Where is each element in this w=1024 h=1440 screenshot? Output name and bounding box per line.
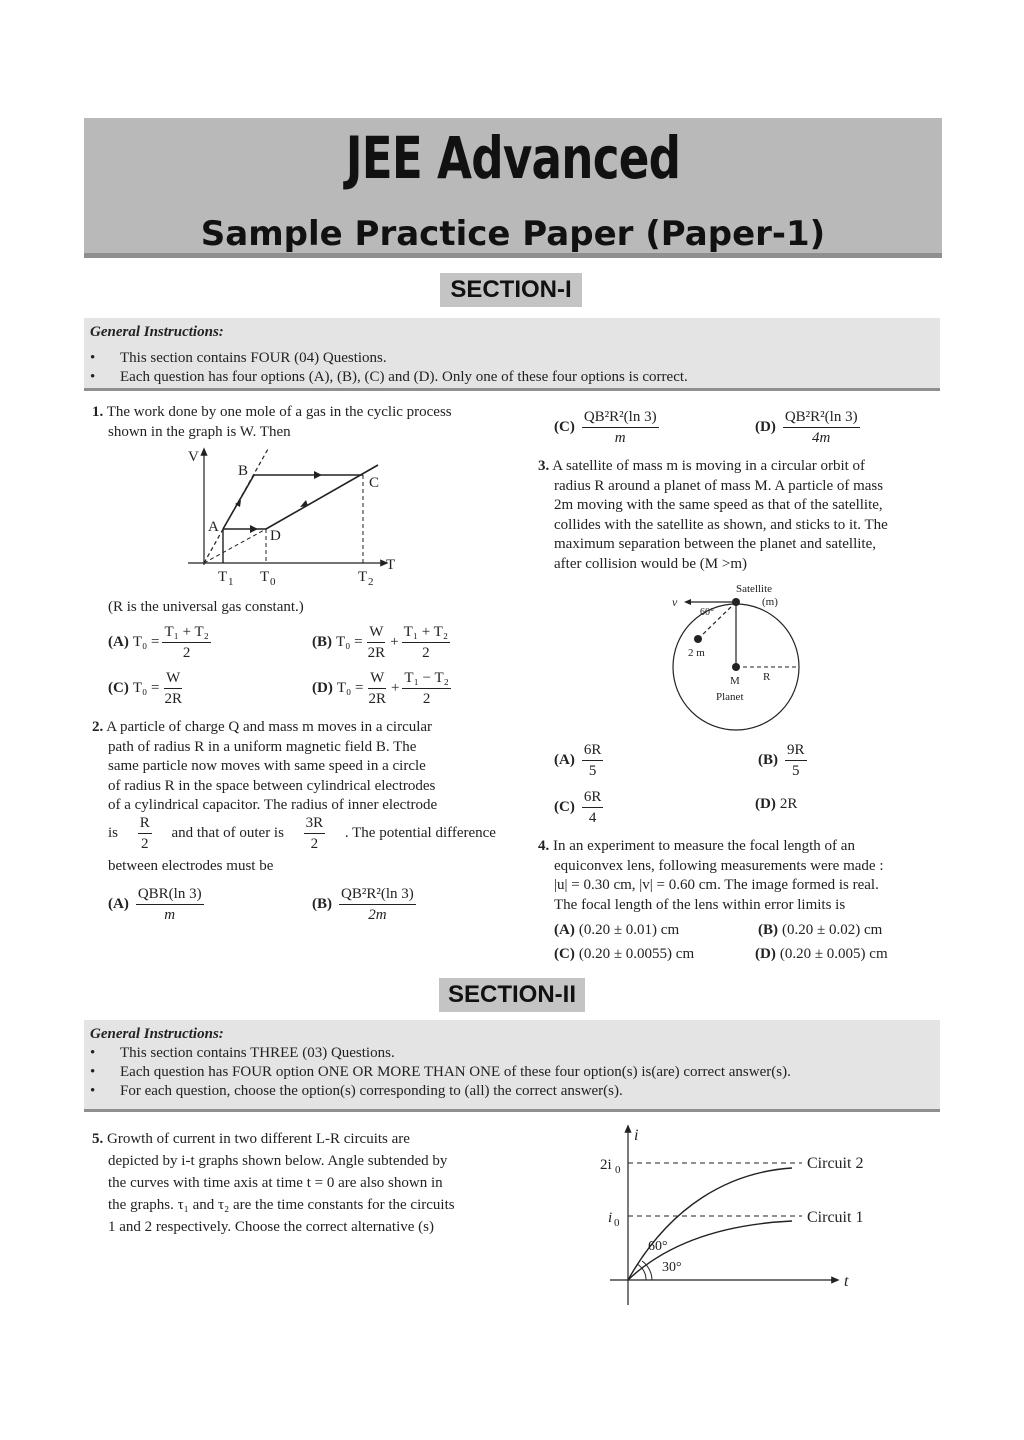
angle-60-label: 60° [648,1239,668,1254]
q2-option-b[interactable]: (B) $\frac{\text{QB²R²(ln 3)}}{2m}$ [312,886,414,923]
q3-option-b[interactable]: (B) $\frac{9R}{5}$ [758,742,805,779]
q1-vt-graph [180,445,400,590]
satellite-mass-label: (m) [762,596,778,608]
q4-line: The focal length of the lens within error limits is [554,896,846,913]
q3-option-d[interactable]: (D) 2R [755,796,798,812]
q1-option-d[interactable]: (D) T₀ = $\frac{W}{2R}$ + $\frac{\text{T₁ − T₂}}{2}$ [312,670,449,707]
q1-line: shown in the graph is W. Then [108,424,291,440]
angle-30-label: 30° [662,1260,682,1275]
q2-line: of a cylindrical capacitor. The radius of inner electrode [108,797,438,813]
velocity-label: v [672,595,678,609]
q3-option-a[interactable]: (A) $\frac{6R}{5}$ [554,742,602,779]
t0-sub: 0 [270,576,276,588]
q5-line: 1 and 2 respectively. Choose the correct alternative (s) [108,1219,434,1235]
q3-option-c[interactable]: (C) $\frac{6R}{4}$ [554,789,602,826]
q5-line: depicted by i-t graphs shown below. Angle subtended by [108,1153,448,1169]
i0-label: i [608,1210,613,1226]
particle-dot [694,635,702,643]
planet-dot [732,663,740,671]
q3-text [538,457,942,574]
t2-label: T [358,569,368,585]
circuit-2-curve [628,1168,792,1280]
t1-label: T [218,569,228,585]
q3-line: radius R around a planet of mass M. A particle of mass [554,477,884,494]
exam-title: JEE Advanced [345,124,681,192]
i-axis-label: i [634,1127,639,1144]
q5-line: the graphs. τ₁ and τ₂ are the time constants for the circuits [108,1197,455,1213]
q2-line: path of radius R in a uniform magnetic field B. The [108,738,417,755]
q5-it-graph [580,1120,880,1320]
section-2-instructions [84,1020,940,1112]
section-1-label: SECTION-I [440,273,582,307]
point-d: D [270,528,281,544]
q2-line: between electrodes must be [108,858,274,874]
point-b: B [238,463,249,479]
q2-line: same particle now moves with same speed in a circle [108,758,426,774]
q2-line: 2. A particle of charge Q and mass m moves in a circular [92,719,433,735]
q3-line: collides with the satellite as shown, and sticks to it. The [554,516,888,533]
instructions-heading: General Instructions: [90,1026,224,1042]
q1-option-c[interactable]: (C) T₀ = $\frac{W}{2R}$ [108,670,182,707]
q3-line: 2m moving with the same speed as that of the satellite, [554,497,883,513]
q4-option-b[interactable]: (B) (0.20 ± 0.02) cm [758,922,883,938]
q3-line: maximum separation between the planet and satellite, [554,536,876,552]
q2-text [92,718,496,816]
arrow-head [250,525,258,533]
t2-sub: 2 [368,576,374,588]
instruction-item: • For each question, choose the option(s) corresponding to (all) the correct answer(s). [90,1083,623,1099]
q1-option-a[interactable]: (A) T₀ = $\frac{\text{T₁ + T₂}}{2}$ [108,624,209,661]
t-label: T [386,557,396,573]
t-axis-label: t [844,1273,849,1290]
planet-mass-label: M [730,675,740,687]
circuit-2-label: Circuit 2 [807,1155,864,1172]
arrow-head [314,471,322,479]
instruction-item: • Each question has FOUR option ONE OR MORE THAN ONE of these four option(s) is(are) correct answer(s). [90,1064,791,1080]
q4-option-a[interactable]: (A) (0.20 ± 0.01) cm [554,922,680,938]
t1-sub: 1 [228,576,234,588]
instructions-heading: General Instructions: [90,324,224,340]
q2-option-c[interactable]: (C) $\frac{\text{QB²R²(ln 3)}}{m}$ [554,409,657,446]
title-banner [84,118,942,258]
circuit-1-label: Circuit 1 [807,1209,864,1226]
q4-text [538,837,942,915]
q4-line: 4. In an experiment to measure the focal length of an [538,838,855,854]
q3-line: after collision would be (M >m) [554,555,748,572]
satellite-dot [732,598,740,606]
section-2-label: SECTION-II [439,978,585,1012]
q3-orbit-diagram [660,580,820,732]
q4-option-d[interactable]: (D) (0.20 ± 0.005) cm [755,946,888,962]
planet-label: Planet [716,691,744,703]
two-i0-label: 2i [600,1157,612,1173]
i0-sub: 0 [614,1217,620,1229]
q3-line: 3. A satellite of mass m is moving in a circular orbit of [538,458,866,474]
satellite-label: Satellite [736,583,773,595]
instruction-item: • This section contains THREE (03) Questions. [90,1045,395,1061]
instruction-item: • Each question has four options (A), (B), (C) and (D). Only one of these four options is correct. [90,369,688,385]
q4-line: equiconvex lens, following measurements were made : [554,857,884,874]
q1-note: (R is the universal gas constant.) [108,599,304,615]
q4-option-c[interactable]: (C) (0.20 ± 0.0055) cm [554,946,695,962]
q5-text [92,1128,496,1238]
paper-subtitle: Sample Practice Paper (Paper-1) [200,214,826,254]
section-1-instructions [84,318,940,391]
r-label: R [763,671,771,683]
q2-option-d[interactable]: (D) $\frac{\text{QB²R²(ln 3)}}{4m}$ [755,409,858,446]
q2-option-a[interactable]: (A) $\frac{\text{QBR(ln 3)}}{m}$ [108,886,202,923]
point-a: A [208,519,219,535]
particle-label: 2 m [688,647,705,659]
q2-line: of radius R in the space between cylindrical electrodes [108,777,436,794]
q1-line: 1. The work done by one mole of a gas in the cyclic process [92,404,452,420]
arrow-head [300,500,308,507]
angle-label: 60° [700,607,714,618]
q5-line: the curves with time axis at time t = 0 are also shown in [108,1175,443,1191]
q2-radius-line: is $\frac{R}{2}$ and that of outer is $\frac{3R}{2}$ . The potential difference [108,815,496,852]
two-i0-sub: 0 [615,1164,621,1176]
q1-option-b[interactable]: (B) T₀ = $\frac{W}{2R}$ + $\frac{\text{T₁ + T₂}}{2}$ [312,624,449,661]
instruction-item: • This section contains FOUR (04) Questions. [90,350,387,366]
arrow-head [684,599,691,605]
point-c: C [369,475,380,491]
v-label: V [188,449,199,465]
q4-line: |u| = 0.30 cm, |v| = 0.60 cm. The image formed is real. [554,877,879,893]
q5-line: 5. Growth of current in two different L-R circuits are [92,1131,410,1147]
t0-label: T [260,569,270,585]
